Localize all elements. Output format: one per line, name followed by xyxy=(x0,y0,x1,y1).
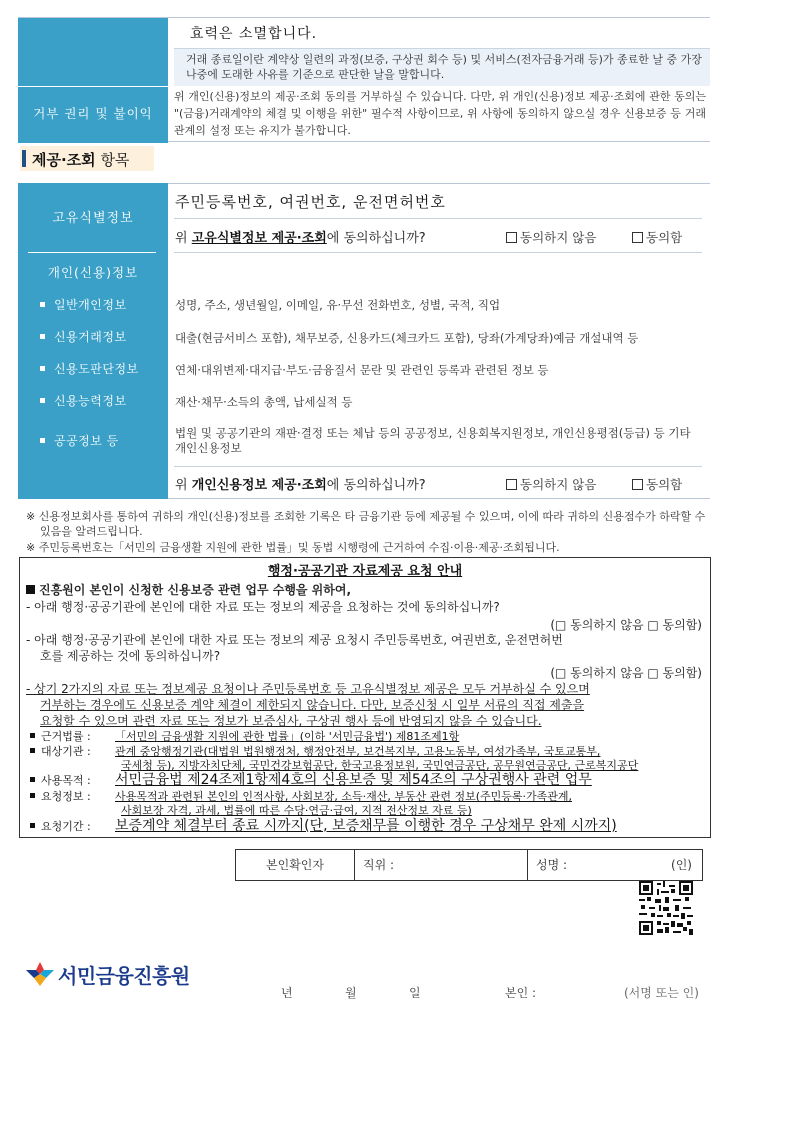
self-label: 본인 : xyxy=(505,986,537,1000)
target-value-1: 관계 중앙행정기관(대법원 법원행정처, 행정안전부, 보건복지부, 고용노동부, 여성가족부, 국토교통부, xyxy=(115,745,601,758)
purpose-value: 서민금융법 제24조제1항제4호의 신용보증 및 제54조의 구상권행사 관련 업무 xyxy=(115,772,592,788)
bullet-icon xyxy=(30,748,35,753)
admin-warning-3: 요청할 수 있으며 관련 자료 또는 정보가 보증심사, 구상권 행사 등에 반영되지 않을 수 있습니다. xyxy=(40,714,542,728)
admin-warning-2: 거부하는 경우에도 신용보증 계약 체결이 제한되지 않습니다. 다만, 보증신청 시 일부 서류의 직접 제출을 xyxy=(40,698,585,712)
q1-post: 에 동의하십니까? xyxy=(326,231,426,246)
general-info-text: 성명, 주소, 생년월일, 이메일, 유·무선 전화번호, 성별, 국적, 직업 xyxy=(175,298,501,312)
admin-lead xyxy=(26,582,702,599)
admin-warning-1: - 상기 2가지의 자료 또는 정보제공 요청이나 주민등록번호 등 고유식별정보 제공은 모두 거부하실 수 있으며 xyxy=(26,682,590,696)
sign-or-seal-label: (서명 또는 인) xyxy=(624,986,699,1000)
refusal-content-cell xyxy=(168,18,710,143)
unique-id-consent-question xyxy=(175,227,426,246)
credit-judge-text: 연체·대위변제·대지급·부도·금융질서 문란 및 관련인 등록과 관련된 정보 등 xyxy=(175,363,549,377)
general-info-label: 일반개인정보 xyxy=(54,298,127,312)
period-value: 보증계약 체결부터 종료 시까지(단, 보증채무를 이행한 경우 구상채무 완제 시까지) xyxy=(115,818,617,834)
bullet-icon xyxy=(30,793,35,798)
basis-key: 근거법률 : xyxy=(41,730,91,743)
purpose-key: 사용목적 : xyxy=(41,774,91,787)
refusal-rights-text: 위 개인(신용)정보의 제공·조회 동의를 거부하실 수 있습니다. 다만, 위 개인(신용)정보 제공·조회에 관한 동의는 "(금융)거래계약의 체결 및 이행을 위한" 필수적 사항이므로, 위 사항에 동의하지 않으실 경우 신용보증 등 거래관계의 설정 또는 유지가 불가합니다. xyxy=(174,90,706,137)
notes xyxy=(26,509,706,556)
disagree-label: 동의하지 않음 xyxy=(520,477,597,492)
target-key: 대상기관 : xyxy=(41,745,91,758)
admin-title xyxy=(20,560,710,579)
agree-label: 동의함 xyxy=(646,477,683,492)
transaction-end-note: 거래 종료일이란 계약상 일련의 과정(보증, 구상권 회수 등) 및 서비스(전자금융거래 등)가 종료한 날 중 가장 나중에 도래한 사유를 기준으로 판단한 날을 말합니다. xyxy=(174,48,710,86)
target-value-2: 국세청 등), 지방자치단체, 국민건강보험공단, 한국고용정보원, 국민연금공단, 공무원연금공단, 근로복지공단 xyxy=(121,759,639,772)
period-key: 요청기간 : xyxy=(41,820,91,833)
admin-period-row xyxy=(30,819,702,834)
logo-text: 서민금융진흥원 xyxy=(58,964,190,988)
info-category-column xyxy=(18,183,168,499)
bullet-icon xyxy=(30,823,35,828)
validity-text: 효력은 소멸합니다. xyxy=(190,26,318,42)
q1-bold: 고유식별정보 제공·조회 xyxy=(191,231,327,246)
basis-value: 「서민의 금융생활 지원에 관한 법률」(이하 '서민금융법') 제81조제1항 xyxy=(115,730,460,743)
admin-basis-row xyxy=(30,730,702,744)
q2-pre: 위 xyxy=(175,478,192,493)
admin-title-text: 행정·공공기관 자료제공 요청 안내 xyxy=(267,564,463,579)
admin-lead-text: 진흥원이 본인이 신청한 신용보증 관련 업무 수행을 위하여, xyxy=(39,583,352,597)
note-credit-inquiry: ※ 신용정보회사를 통하여 귀하의 개인(신용)정보를 조회한 기록은 타 금융기관 등에 제공될 수 있으며, 이에 따라 귀하의 신용점수가 하락할 수 있음을 알려드립니다. xyxy=(26,510,706,538)
admin-q1-choice[interactable]: (□ 동의하지 않음 □ 동의함) xyxy=(550,618,702,632)
q2-bold: 개인신용정보 제공·조회 xyxy=(191,478,327,493)
public-info-label: 공공정보 등 xyxy=(54,434,119,448)
admin-info-row-2 xyxy=(30,804,702,818)
disagree-label: 동의하지 않음 xyxy=(520,230,597,245)
bullet-icon xyxy=(30,733,35,738)
qr-code-icon xyxy=(639,881,693,935)
name-field[interactable]: 성명 : xyxy=(536,858,568,872)
section-title-bold: 제공·조회 xyxy=(32,151,96,169)
credit-info-consent-question xyxy=(175,474,426,493)
admin-info-row xyxy=(30,790,702,804)
admin-q1: - 아래 행정·공공기관에 본인에 대한 자료 또는 정보의 제공을 요청하는 것에 동의하십니까? xyxy=(26,600,500,614)
checkbox-icon[interactable] xyxy=(506,479,517,490)
section-title xyxy=(20,146,154,171)
credit-info-agree-checkbox[interactable] xyxy=(632,475,682,493)
checkbox-icon[interactable] xyxy=(506,232,517,243)
section-title-rest: 항목 xyxy=(95,151,130,169)
year-label: 년 xyxy=(281,986,293,1000)
divider xyxy=(28,252,156,253)
refusal-rights-label: 거부 권리 및 불이익 xyxy=(33,106,153,121)
admin-q2-choice[interactable]: (□ 동의하지 않음 □ 동의함) xyxy=(550,666,702,680)
public-info-text: 법원 및 공공기관의 재판·결정 또는 체납 등의 공공정보, 신용회복지원정보, 개인신용평점(등급) 등 기타 개인신용정보 xyxy=(175,426,691,455)
agree-label: 동의함 xyxy=(646,230,683,245)
note-resident-number: ※ 주민등록번호는「서민의 금융생활 지원에 관한 법률」및 동법 시행령에 근거하여 수집·이용·제공·조회됩니다. xyxy=(26,541,560,554)
square-bullet-icon xyxy=(26,585,35,594)
credit-ability-label: 신용능력정보 xyxy=(54,394,127,408)
position-field[interactable]: 직위 : xyxy=(363,858,395,872)
info-value-1: 사용목적과 관련된 본인의 인적사항, 사회보장, 소득·재산, 부동산 관련 정보(주민등록·가족관계, xyxy=(115,790,573,803)
credit-judge-label: 신용도판단정보 xyxy=(54,362,139,376)
refusal-label-cell xyxy=(18,18,168,143)
refusal-rights-table xyxy=(18,17,710,142)
credit-trade-label: 신용거래정보 xyxy=(54,330,127,344)
admin-target-row-2 xyxy=(30,759,702,773)
bullet-icon xyxy=(30,777,35,782)
unique-id-disagree-checkbox[interactable] xyxy=(506,228,596,246)
seal-label: (인) xyxy=(671,858,692,872)
divider xyxy=(174,466,702,467)
kinfa-logo xyxy=(22,958,192,990)
admin-q2b: 호를 제공하는 것에 동의하십니까? xyxy=(40,649,221,663)
divider xyxy=(527,850,528,880)
credit-trade-text: 대출(현금서비스 포함), 채무보증, 신용카드(체크카드 포함), 당좌(가계당좌)예금 개설내역 등 xyxy=(175,331,639,345)
personal-credit-label: 개인(신용)정보 xyxy=(47,265,139,280)
admin-target-row xyxy=(30,745,702,759)
id-numbers-text: 주민등록번호, 여권번호, 운전면허번호 xyxy=(175,193,446,211)
unique-id-label: 고유식별정보 xyxy=(52,211,134,226)
logo-mark-icon xyxy=(24,960,56,988)
day-label: 일 xyxy=(409,986,421,1000)
unique-id-agree-checkbox[interactable] xyxy=(632,228,682,246)
credit-ability-text: 재산·채무·소득의 총액, 납세실적 등 xyxy=(175,395,353,409)
info-value-2: 사회보장 자격, 과세, 법률에 따른 수당·연금·급여, 지적 전산정보 자료 등) xyxy=(121,804,472,817)
credit-info-disagree-checkbox[interactable] xyxy=(506,475,596,493)
info-key: 요청정보 : xyxy=(41,790,91,803)
divider xyxy=(174,252,702,253)
checkbox-icon[interactable] xyxy=(632,479,643,490)
admin-data-request-box xyxy=(19,557,711,838)
q1-pre: 위 xyxy=(175,231,192,246)
admin-q2a: - 아래 행정·공공기관에 본인에 대한 자료 또는 정보의 제공 요청시 주민등록번호, 여권번호, 운전면허번 xyxy=(26,633,563,647)
section-title-bar xyxy=(22,150,26,167)
divider xyxy=(18,86,168,87)
admin-purpose-row xyxy=(30,773,702,788)
info-content-column xyxy=(168,183,710,499)
q2-post: 에 동의하십니까? xyxy=(326,478,426,493)
identity-verifier-table xyxy=(235,849,703,881)
verifier-label: 본인확인자 xyxy=(236,850,355,880)
month-label: 월 xyxy=(345,986,357,1000)
checkbox-icon[interactable] xyxy=(632,232,643,243)
divider xyxy=(174,218,702,219)
